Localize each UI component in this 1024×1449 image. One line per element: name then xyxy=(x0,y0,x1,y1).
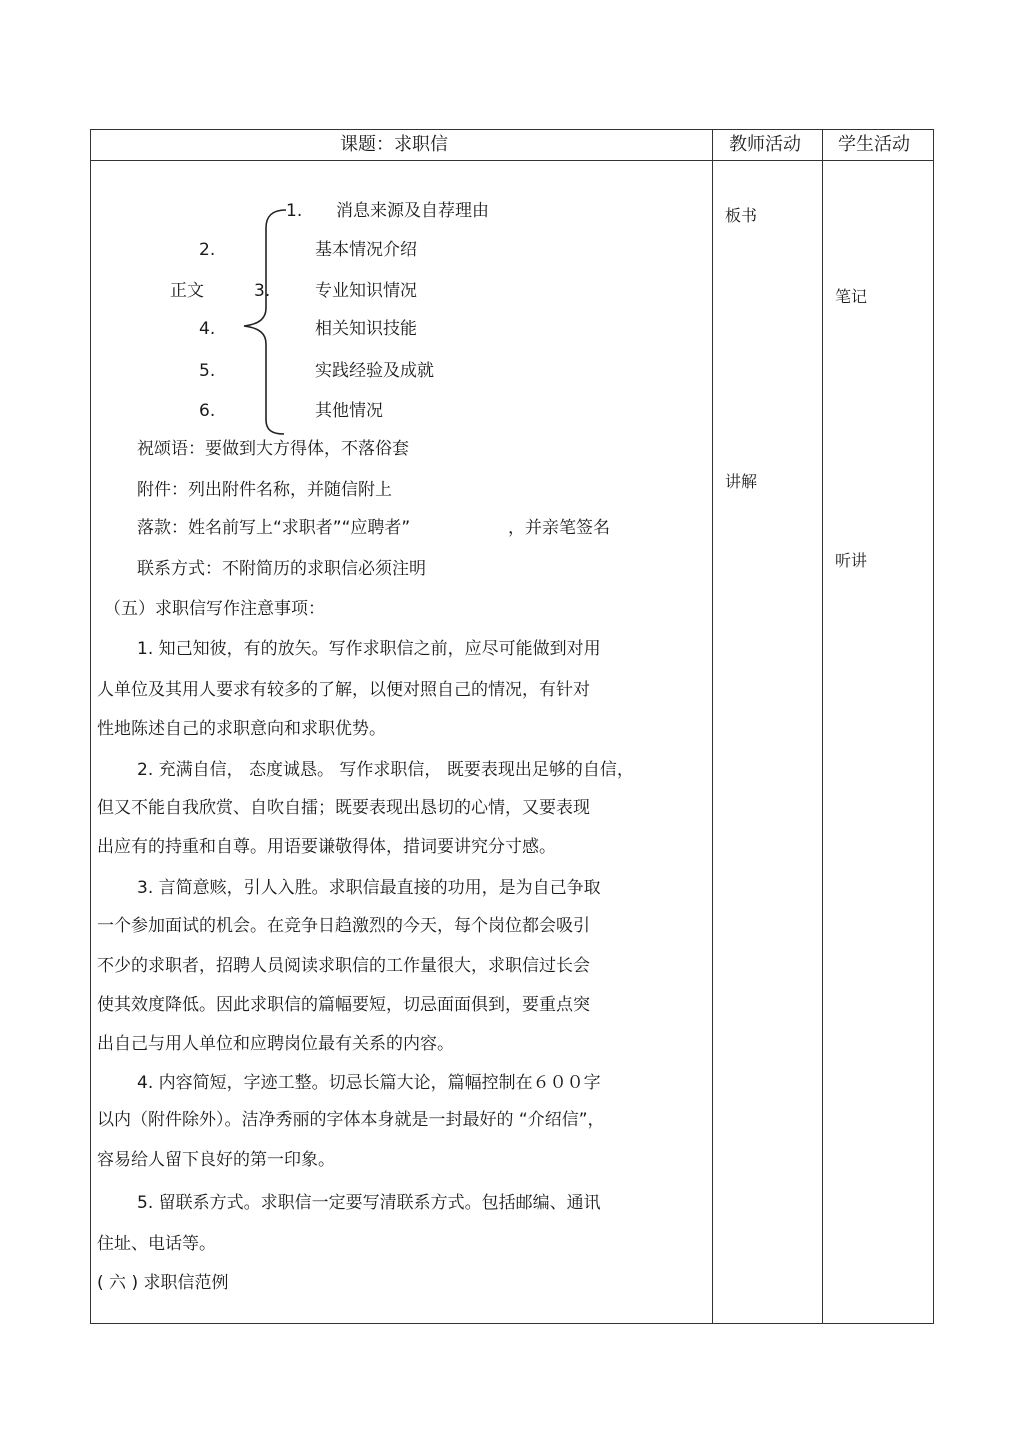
section5-heading: （五）求职信写作注意事项： xyxy=(104,599,325,619)
section5-line: 出应有的持重和自尊。用语要谦敬得体，措词要讲究分寸感。 xyxy=(97,837,556,857)
section5-line: 以内（附件除外）。洁净秀丽的字体本身就是一封最好的 “介绍信”， xyxy=(97,1110,605,1130)
table-top-border xyxy=(90,129,934,130)
section5-line: 出自己与用人单位和应聘岗位最有关系的内容。 xyxy=(97,1034,454,1054)
body-item-num-2: 2. xyxy=(199,240,216,260)
body-item-num-3: 3. xyxy=(254,281,271,301)
section5-line: 2. 充满自信， 态度诚恳。 写作求职信， 既要表现出足够的自信， xyxy=(137,760,634,780)
closing-contact: 联系方式：不附简历的求职信必须注明 xyxy=(137,559,426,579)
section5-line: 一个参加面试的机会。在竞争日趋激烈的今天，每个岗位都会吸引 xyxy=(97,916,590,936)
section5-line: 不少的求职者，招聘人员阅读求职信的工作量很大，求职信过长会 xyxy=(97,956,590,976)
section5-line: 人单位及其用人要求有较多的了解，以便对照自己的情况，有针对 xyxy=(97,680,590,700)
section5-line: 住址、电话等。 xyxy=(97,1234,216,1254)
student-note-listen: 听讲 xyxy=(835,551,868,570)
teacher-note-blackboard: 板书 xyxy=(725,206,758,225)
section5-line: 但又不能自我欣赏、自吹自擂；既要表现出恳切的心情，又要表现 xyxy=(97,798,590,818)
section5-line: 5. 留联系方式。求职信一定要写清联系方式。包括邮编、通讯 xyxy=(137,1193,601,1213)
closing-signature-tail: ，并亲笔签名 xyxy=(508,518,610,538)
section6-heading: ( 六 ) 求职信范例 xyxy=(97,1273,229,1293)
body-item-5: 实践经验及成就 xyxy=(315,361,434,381)
body-item-4: 相关知识技能 xyxy=(315,319,417,339)
body-label: 正文 xyxy=(170,281,204,301)
section5-line: 3. 言简意赅，引人入胜。求职信最直接的功用，是为自己争取 xyxy=(137,878,601,898)
table-left-border xyxy=(90,129,91,1324)
header-teacher-activity: 教师活动 xyxy=(729,134,801,155)
closing-attachment: 附件：列出附件名称，并随信附上 xyxy=(137,480,392,500)
closing-signature: 落款：姓名前写上“求职者”“应聘者” xyxy=(137,518,411,538)
body-item-6: 其他情况 xyxy=(315,401,383,421)
body-item-num-4: 4. xyxy=(199,319,216,339)
col-divider-teacher xyxy=(712,129,713,1324)
curly-brace-icon xyxy=(240,198,290,438)
col-divider-student xyxy=(822,129,823,1324)
body-item-num-5: 5. xyxy=(199,361,216,381)
section5-line: 使其效度降低。因此求职信的篇幅要短，切忌面面俱到，要重点突 xyxy=(97,995,590,1015)
body-item-3: 专业知识情况 xyxy=(315,281,417,301)
table-bottom-border xyxy=(90,1323,934,1324)
body-item-num-1: 1. xyxy=(286,201,303,221)
student-note-notes: 笔记 xyxy=(835,287,868,306)
section5-line: 容易给人留下良好的第一印象。 xyxy=(97,1150,335,1170)
closing-greeting: 祝颂语：要做到大方得体，不落俗套 xyxy=(137,439,409,459)
header-row-border xyxy=(90,160,934,161)
header-topic: 课题：求职信 xyxy=(340,134,448,155)
teacher-note-explain: 讲解 xyxy=(725,472,758,491)
section5-line: 4. 内容简短，字迹工整。切忌长篇大论，篇幅控制在６００字 xyxy=(137,1073,601,1093)
table-right-border xyxy=(933,129,934,1324)
section5-line: 性地陈述自己的求职意向和求职优势。 xyxy=(97,719,386,739)
body-item-num-6: 6. xyxy=(199,401,216,421)
section5-line: 1. 知己知彼，有的放矢。写作求职信之前，应尽可能做到对用 xyxy=(137,639,601,659)
body-item-2: 基本情况介绍 xyxy=(315,240,417,260)
header-student-activity: 学生活动 xyxy=(838,134,910,155)
body-item-1: 消息来源及自荐理由 xyxy=(336,201,489,221)
